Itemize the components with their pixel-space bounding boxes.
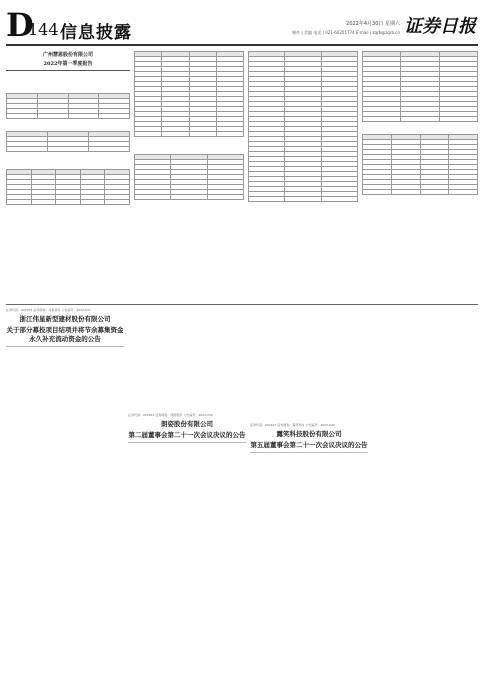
section-title: 信息披露 — [60, 23, 132, 43]
announcement-title: 关于部分募投项目结项并将节余募集资金永久补充流动资金的公告 — [6, 326, 124, 343]
section-divider — [6, 304, 478, 305]
page-letter: D — [6, 6, 34, 44]
announcement-company: 露笑科技股份有限公司 — [276, 430, 342, 438]
column-lower-1 — [6, 308, 124, 694]
financial-table — [362, 51, 478, 122]
column-upper-1 — [6, 50, 130, 300]
financial-table — [362, 134, 478, 195]
announcement-company: 浙江伟星新型建材股份有限公司 — [19, 315, 111, 323]
page-number: 144 — [28, 20, 59, 39]
announcement-company: 朗姿股份有限公司 — [161, 420, 213, 428]
financial-table — [248, 51, 358, 202]
column-lower-3 — [250, 308, 368, 694]
financial-table — [6, 93, 130, 119]
editor-line: 制作 | 美编 电话 | 021-60201774 E-mail | zqrb@zqrb.cn — [292, 30, 400, 35]
masthead — [6, 8, 478, 46]
announcement-code: 证券代码：002612 证券简称：朗姿股份 公告编号：2022-032 — [128, 413, 213, 417]
financial-table — [6, 169, 130, 205]
company-name: 广州慧恩股份有限公司 — [42, 52, 93, 58]
column-upper-3 — [248, 50, 358, 300]
column-upper-2 — [134, 50, 244, 300]
financial-table — [134, 154, 244, 200]
column-lower-4 — [372, 308, 478, 694]
financial-table — [6, 131, 130, 152]
report-title: 2022年第一季度报告 — [43, 61, 93, 67]
announcement-code: 证券代码：002372 证券简称：伟星新材 公告编号：2022-037 — [6, 308, 91, 312]
announcement-title: 第五届董事会第二十一次会议决议的公告 — [250, 441, 368, 449]
announcement-title: 第二届董事会第二十一次会议决议的公告 — [128, 431, 246, 439]
column-lower-2 — [128, 308, 246, 694]
announcement-code: 证券代码：002617 证券简称：露笑科技 公告编号：2022-040 — [250, 423, 335, 427]
financial-table — [134, 51, 244, 137]
newspaper-logo: 证券日报 — [404, 16, 476, 37]
date-line: 2022年4月30日 星期六 — [346, 21, 400, 27]
column-upper-4 — [362, 50, 478, 300]
